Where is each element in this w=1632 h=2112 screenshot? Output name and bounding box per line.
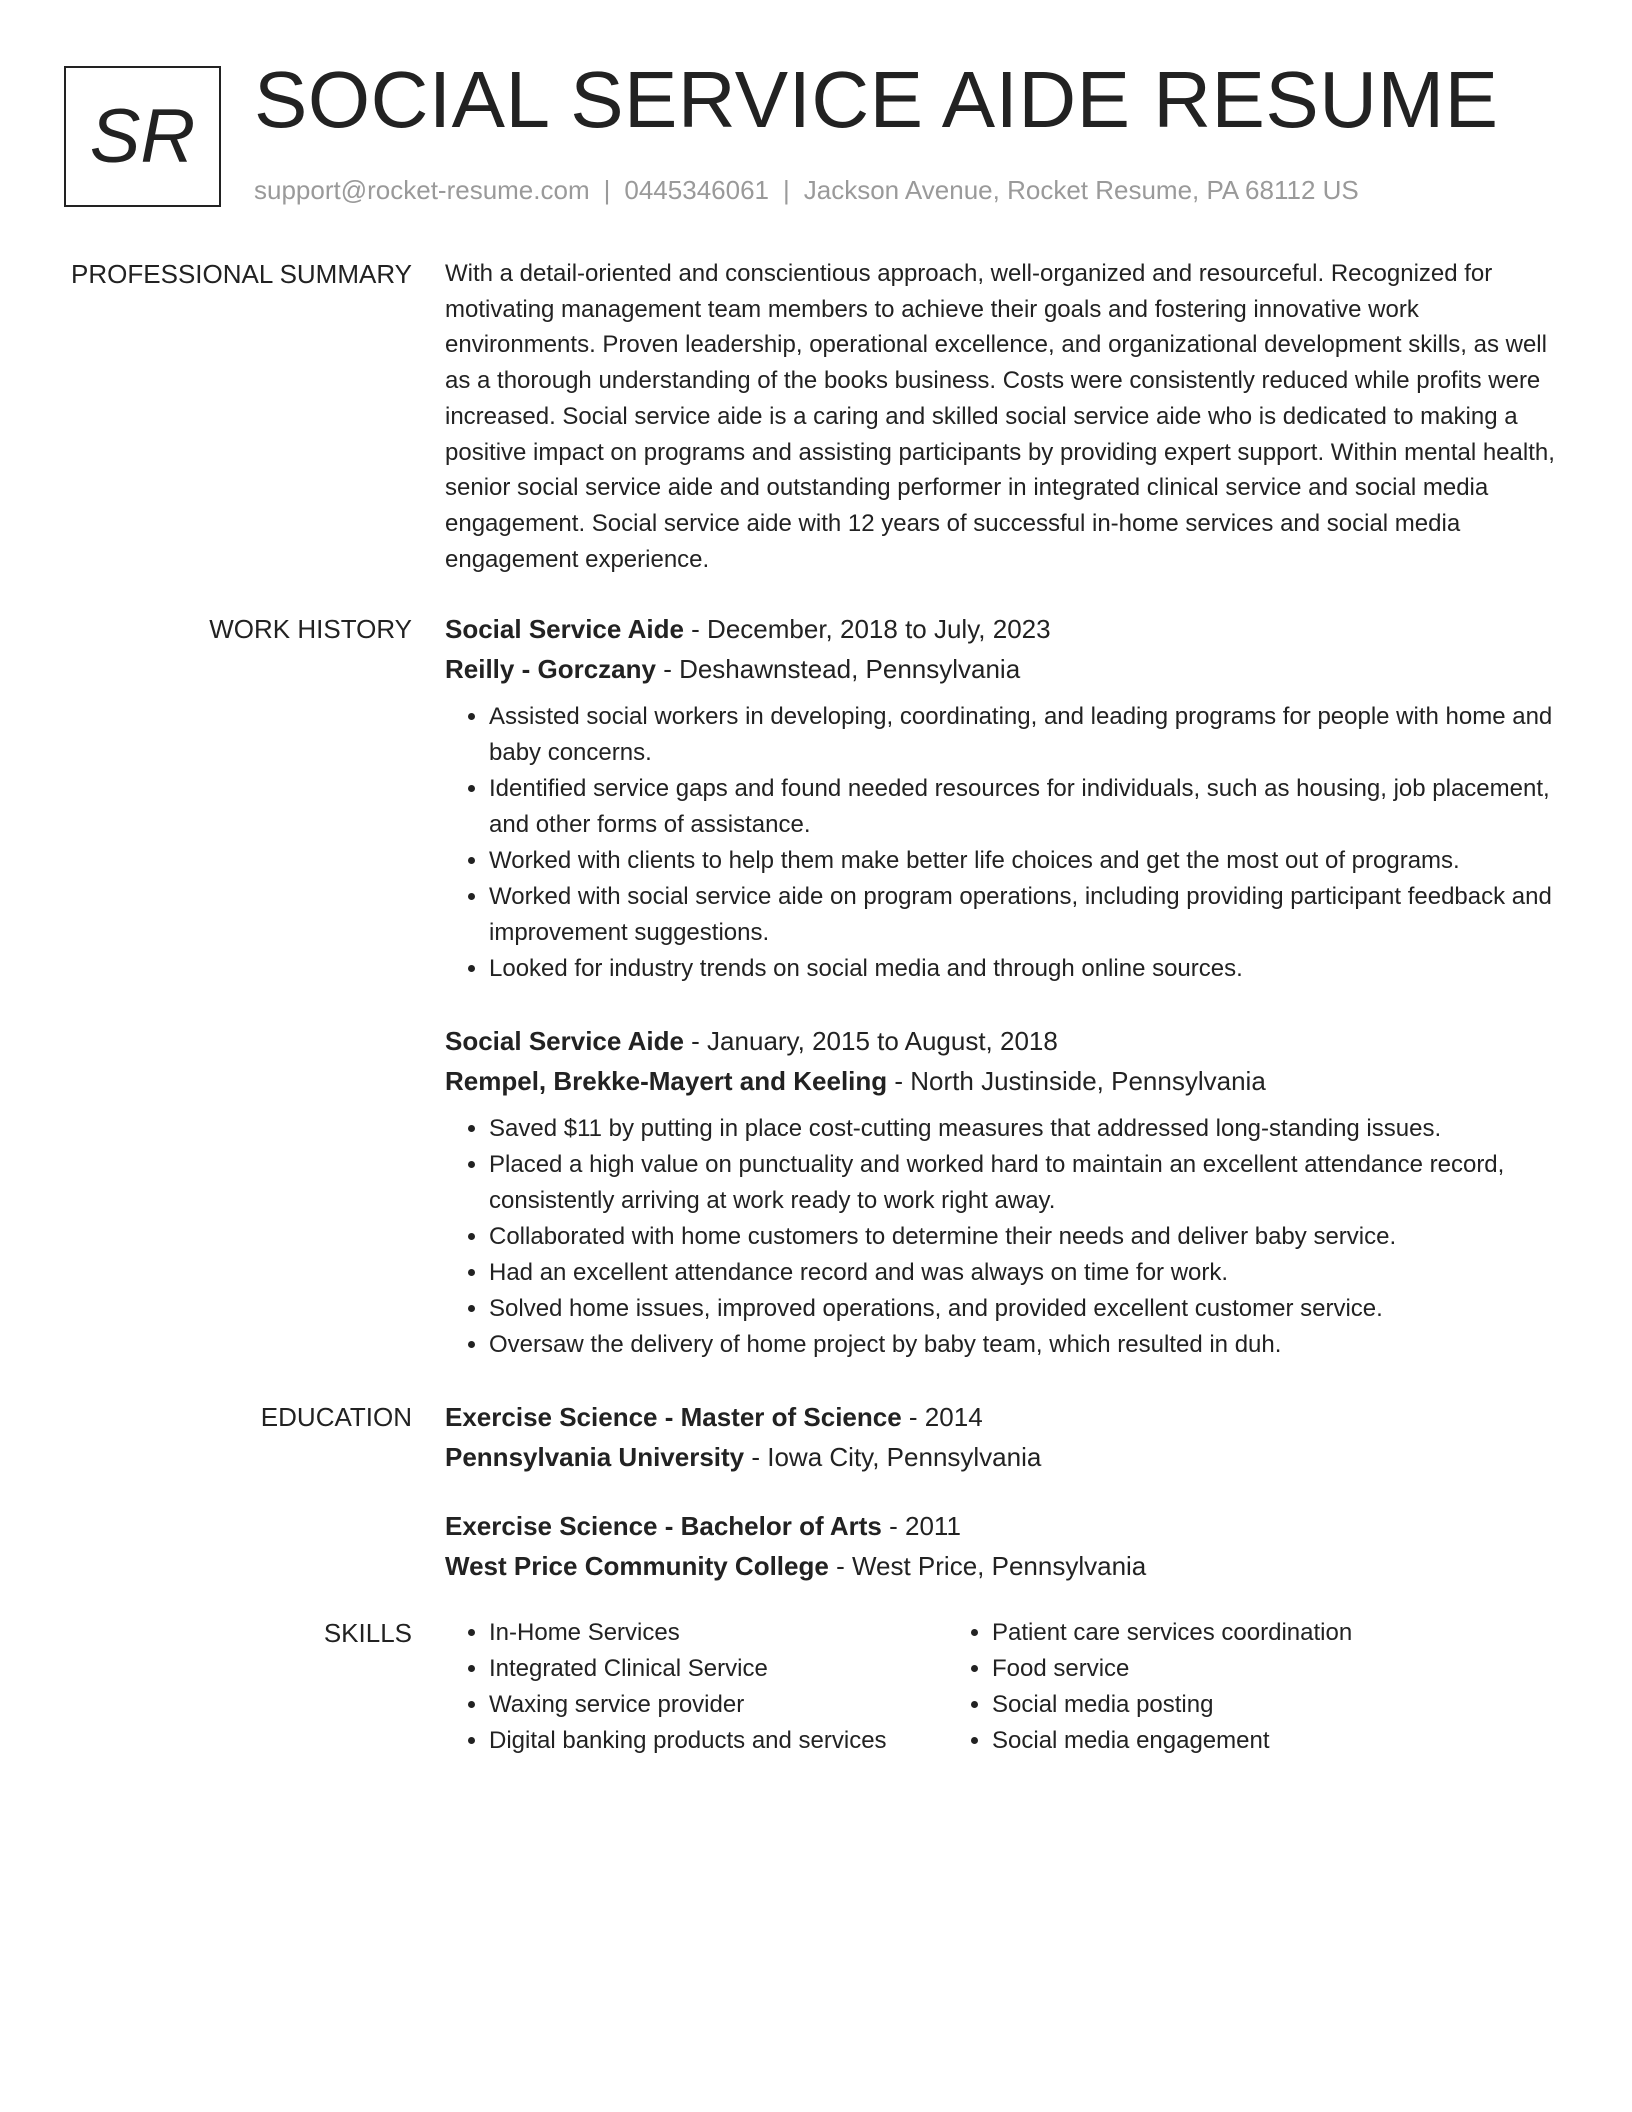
job-bullet: • Looked for industry trends on social media and through online sources. [489,951,1560,987]
job-company: Rempel, Brekke-Mayert and Keeling [445,1066,888,1096]
job-title-line [445,1021,1560,1061]
skill-item: • In-Home Services [489,1615,948,1651]
job-bullet: • Collaborated with home customers to determine their needs and deliver baby service. [489,1219,1560,1255]
contact-email: support@rocket-resume.com [254,175,590,205]
job-bullet: • Worked with social service aide on program operations, including providing participant feedback and improvement suggestions. [489,879,1560,951]
job-title: Social Service Aide [445,1026,684,1056]
job-bullet: • Had an excellent attendance record and was always on time for work. [489,1255,1560,1291]
job-bullets [445,699,1560,987]
education-entry [445,1506,1560,1586]
job-bullet: • Assisted social workers in developing, coordinating, and leading programs for people with home and baby concerns. [489,699,1560,771]
education-year: - 2014 [901,1402,983,1432]
education-degree-line [445,1506,1560,1546]
monogram-text: SR [89,94,196,179]
skill-item: • Patient care services coordination [992,1615,1451,1651]
skill-item: • Digital banking products and services [489,1723,948,1759]
education-degree: Exercise Science - Master of Science [445,1402,902,1432]
job-title: Social Service Aide [445,614,684,644]
education-entry [445,1397,1560,1477]
education-school-line [445,1437,1560,1477]
contact-separator: | [783,175,790,205]
skills-list [445,1615,1560,1759]
monogram-badge [64,66,221,207]
skill-item: • Social media posting [992,1687,1451,1723]
job-company: Reilly - Gorczany [445,654,656,684]
education-year: - 2011 [881,1511,961,1541]
job-location: - North Justinside, Pennsylvania [887,1066,1266,1096]
job-bullet: • Identified service gaps and found needed resources for individuals, such as housing, job placement, and other forms of assistance. [489,771,1560,843]
skills-column-right [948,1615,1451,1759]
skill-item: • Integrated Clinical Service [489,1651,948,1687]
job-title-line [445,609,1560,649]
education-location: - Iowa City, Pennsylvania [744,1442,1042,1472]
contact-separator: | [603,175,611,205]
job-bullet: • Worked with clients to help them make better life choices and get the most out of programs. [489,843,1560,879]
section-label-summary: PROFESSIONAL SUMMARY [71,259,412,289]
section-label-work: WORK HISTORY [209,614,412,644]
job-company-line [445,1061,1560,1101]
contact-phone: 0445346061 [624,175,769,205]
job-entry [445,609,1560,987]
education-school: West Price Community College [445,1551,829,1581]
contact-line [254,172,1359,208]
skill-item: • Waxing service provider [489,1687,948,1723]
job-bullet: • Solved home issues, improved operations, and provided excellent customer service. [489,1291,1560,1327]
job-entry [445,1021,1560,1363]
section-label-skills: SKILLS [323,1618,412,1648]
skills-column-left [445,1615,948,1759]
resume-title: SOCIAL SERVICE AIDE RESUME [254,55,1499,144]
section-label-education: EDUCATION [260,1402,412,1432]
skill-item: • Food service [992,1651,1451,1687]
education-degree: Exercise Science - Bachelor of Arts [445,1511,882,1541]
job-bullet: • Saved $11 by putting in place cost-cutting measures that addressed long-standing issues. [489,1111,1560,1147]
skill-item: • Social media engagement [992,1723,1451,1759]
education-location: - West Price, Pennsylvania [828,1551,1147,1581]
job-bullet: • Placed a high value on punctuality and worked hard to maintain an excellent attendance record, consistently arriving at work ready to work right away. [489,1147,1560,1219]
job-bullet: • Oversaw the delivery of home project by baby team, which resulted in duh. [489,1327,1560,1363]
job-company-line [445,649,1560,689]
job-dates: - January, 2015 to August, 2018 [683,1026,1058,1056]
contact-address: Jackson Avenue, Rocket Resume, PA 68112 US [803,175,1359,205]
education-school: Pennsylvania University [445,1442,745,1472]
job-bullets [445,1111,1560,1363]
job-dates: - December, 2018 to July, 2023 [683,614,1051,644]
summary-text: With a detail-oriented and conscientious approach, well-organized and resourceful. Recognized for motivating management team members to achieve their goals and fostering innovative work environments. Proven leadership, operational excellence, and organizational development skills, as well as a thorough understanding of the books business. Costs were consistently reduced while profits were increased. Social service aide is a caring and skilled social service aide who is dedicated to making a positive impact on programs and assisting participants by providing expert support. Within mental health, senior social service aide and outstanding performer in integrated clinical service and social media engagement. Social service aide with 12 years of successful in-home services and social media engagement experience. [445,260,1555,573]
education-school-line [445,1546,1560,1586]
education-degree-line [445,1397,1560,1437]
summary-section [445,256,1560,577]
job-location: - Deshawnstead, Pennsylvania [655,654,1021,684]
